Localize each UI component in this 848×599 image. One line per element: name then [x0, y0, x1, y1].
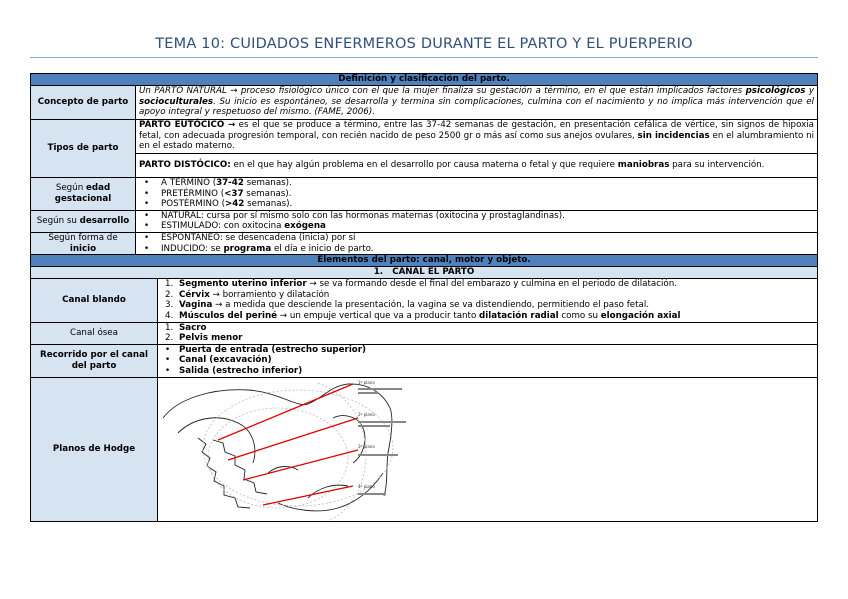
canal-osea-label: Canal ósea — [31, 322, 158, 344]
page-title: TEMA 10: CUIDADOS ENFERMEROS DURANTE EL PARTO Y EL PUERPERIO — [155, 36, 693, 52]
tipos-row-distocico — [31, 154, 818, 178]
content-table — [30, 73, 818, 522]
list-item: • Canal (excavación) — [165, 355, 272, 366]
list-item: 1. Sacro — [165, 322, 207, 333]
inicio-label: Según forma de inicio — [31, 232, 136, 254]
list-item: • NATURAL: cursa por sí mismo solo con las hormonas maternas (oxitocina y prostaglandinas). — [144, 210, 565, 221]
hodge-plane-2-line — [228, 418, 358, 460]
list-item: • A TÉRMINO (37-42 semanas). — [144, 178, 292, 188]
hodge-row — [31, 377, 818, 521]
canal-blando-label: Canal blando — [31, 279, 158, 322]
edad-row — [31, 178, 818, 211]
recorrido-row — [31, 344, 818, 377]
tipos-label: Tipos de parto — [31, 120, 136, 178]
desarrollo-list-cell — [136, 210, 818, 232]
hodge-plane-1-label: 1º plano — [358, 379, 375, 385]
concepto-label: Concepto de parto — [31, 86, 136, 120]
edad-list-cell — [136, 178, 818, 211]
hodge-plane-2-label: 2º plano — [358, 411, 375, 417]
recorrido-list-cell — [158, 344, 818, 377]
canal-blando-list-cell — [158, 279, 818, 322]
hodge-plane-3-label: 3º plano — [358, 443, 375, 449]
list-item: 2. Pelvis menor — [165, 333, 243, 344]
list-item: 2. Cérvix → borramiento y dilatación — [165, 289, 330, 300]
subheader-row — [31, 267, 818, 279]
tipos-row-eutocico — [31, 120, 818, 154]
hodge-label: Planos de Hodge — [31, 377, 158, 521]
desarrollo-label: Según su desarrollo — [31, 210, 136, 232]
title-rule — [30, 57, 818, 58]
hodge-plane-1-line — [218, 384, 353, 440]
list-item: • Puerta de entrada (estrecho superior) — [165, 344, 367, 355]
list-item: • Salida (estrecho inferior) — [165, 365, 303, 376]
list-item: • ESTIMULADO: con oxitocina exógena — [144, 221, 326, 232]
list-item: • PRETÉRMINO (<37 semanas). — [144, 188, 292, 199]
hodge-plane-4-line — [263, 486, 353, 505]
canal-blando-row — [31, 279, 818, 322]
section-header-row — [31, 74, 818, 86]
canal-osea-row — [31, 322, 818, 344]
list-item: • POSTÉRMINO (>42 semanas). — [144, 199, 293, 210]
distocico-text: PARTO DISTÓCICO: en el que hay algún problema en el desarrollo por causa materna o fetal y que requiere maniobras para su intervención. — [136, 154, 818, 178]
inicio-list-cell — [136, 232, 818, 254]
hodge-figure-cell — [158, 377, 818, 521]
section-header: Definición y clasificación del parto. — [31, 74, 818, 86]
hodge-plane-4-label: 4º plano — [358, 483, 375, 489]
canal-osea-list-cell — [158, 322, 818, 344]
edad-label: Según edad gestacional — [31, 178, 136, 211]
concepto-row — [31, 86, 818, 120]
section-header: Elementos del parto: canal, motor y objeto. — [31, 255, 818, 267]
list-item: • INDUCIDO: se programa el día e inicio de parto. — [144, 243, 374, 254]
inicio-row — [31, 232, 818, 254]
hodge-plane-3-line — [243, 450, 358, 480]
list-item: • ESPONTÁNEO: se desencadena (inicia) por sí — [144, 232, 356, 243]
pelvis-hodge-diagram — [158, 378, 818, 521]
list-item: 3. Vagina → a medida que desciende la presentación, la vagina se va distendiendo, permitiendo el paso fetal. — [165, 300, 650, 311]
eutocico-text: PARTO EUTÓCICO → es el que se produce a término, entre las 37-42 semanas de gestación, en presentación cefálica de vértice, sin signos de hipoxia fetal, con adecuada progresión temporal, con recién nacido de peso 2500 gr o más así como sus anejos ovulares, sin incidencias en el alumbramiento ni en el estado materno. — [136, 120, 818, 154]
concepto-text: Un PARTO NATURAL → proceso fisiológico único con el que la mujer finaliza su gestación a término, en el que están implicados factores psicológicos y socioculturales. Su inicio es espontáneo, se desarrolla y termina sin complicaciones, culmina con el nacimiento y no implica más intervención que el apoyo integral y respetuoso del mismo. (FAME, 2006). — [136, 86, 818, 120]
canal-subheader: 1. CANAL EL PARTO — [31, 267, 818, 279]
section-header-row — [31, 255, 818, 267]
list-item: 1. Segmento uterino inferior → se va formando desde el final del embarazo y culmina en el periodo de dilatación. — [165, 279, 677, 290]
recorrido-label: Recorrido por el canal del parto — [31, 344, 158, 377]
list-item: 4. Músculos del periné → un empuje vertical que va a producir tanto dilatación radial como su elongación axial — [165, 310, 681, 321]
desarrollo-row — [31, 210, 818, 232]
